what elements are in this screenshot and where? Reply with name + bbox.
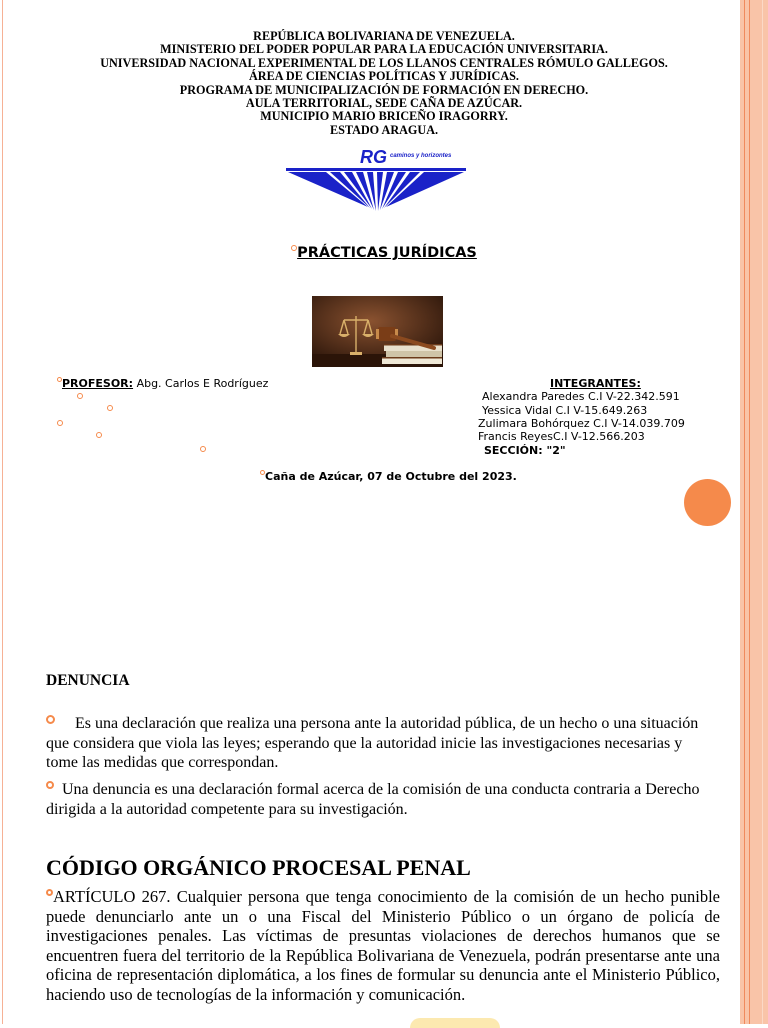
bullet-icon (200, 446, 206, 452)
bullet-icon (77, 393, 83, 399)
bottom-decoration (410, 1018, 500, 1028)
integrantes-label: INTEGRANTES: (550, 377, 641, 390)
header-line: PROGRAMA DE MUNICIPALIZACIÓN DE FORMACIÓN EN DERECHO. (179, 82, 589, 97)
codigo-heading: CÓDIGO ORGÁNICO PROCESAL PENAL (46, 855, 471, 880)
bullet-icon (46, 889, 53, 896)
member-line: Alexandra Paredes C.I V-22.342.591 (482, 390, 680, 403)
date-line (260, 470, 517, 483)
bullet-icon (96, 432, 102, 438)
member-line: Francis ReyesC.I V-12.566.203 (478, 430, 645, 443)
bullet-icon (107, 405, 113, 411)
university-logo (284, 145, 468, 213)
member-line: Yessica Vidal C.I V-15.649.263 (482, 404, 648, 417)
logo-letters: RG (360, 147, 387, 167)
orange-circle-decoration (684, 479, 731, 526)
document-title (0, 245, 768, 261)
header-line: UNIVERSIDAD NACIONAL EXPERIMENTAL DE LOS LLANOS CENTRALES RÓMULO GALLEGOS. (100, 55, 668, 70)
denuncia-heading: DENUNCIA (46, 672, 130, 689)
date-text: Caña de Azúcar, 07 de Octubre del 2023. (265, 470, 517, 483)
professor-label: PROFESOR: (62, 377, 134, 390)
justice-gavel-image (312, 296, 443, 367)
professor-name: Abg. Carlos E Rodríguez (136, 377, 269, 390)
institution-header (0, 30, 768, 137)
denuncia-p1-text: Es una declaración que realiza una persona ante la autoridad pública, de un hecho o una situación que considera que viola las leyes; esperando que la autoridad inicie las investigaciones necesarias y tome las medidas que correspondan. (46, 715, 699, 771)
bullet-icon (46, 715, 55, 724)
left-margin-line (2, 0, 3, 1024)
article-267-paragraph (46, 887, 720, 1005)
header-line: ESTADO ARAGUA. (329, 122, 439, 137)
seccion-line: SECCIÓN: "2" (484, 444, 566, 457)
denuncia-paragraph-2 (46, 780, 718, 819)
right-decorative-border (740, 0, 768, 1024)
professor-line (57, 377, 268, 390)
article-text: ARTÍCULO 267. Cualquier persona que tenga conocimiento de la comisión de un hecho punible puede denunciarlo ante un o una Fiscal del Ministerio Público o un órgano de policía de investigaciones penales. Las víctimas de presuntas violaciones de derechos humanos que se encuentren fuera del territorio de la República Bolivariana de Venezuela, podrán presentarse ante una oficina de representación diplomática, a los fines de formular su denuncia ante el Ministerio Público, haciendo uso de tecnologías de la información y comunicación. (46, 887, 720, 1004)
border-line (749, 0, 750, 1024)
bullet-icon (46, 781, 54, 789)
denuncia-paragraph-1 (46, 714, 718, 773)
title-text: PRÁCTICAS JURÍDICAS (297, 245, 477, 261)
header-line: ÁREA DE CIENCIAS POLÍTICAS Y JURÍDICAS. (249, 69, 519, 84)
bullet-icon (57, 420, 63, 426)
border-line (744, 0, 745, 1024)
border-line (762, 0, 763, 1024)
logo-tagline: caminos y horizontes (390, 153, 452, 159)
denuncia-p2-text: Una denuncia es una declaración formal acerca de la comisión de una conducta contraria a Derecho dirigida a la autoridad competente para su investigación. (46, 781, 700, 818)
header-line: MUNICIPIO MARIO BRICEÑO IRAGORRY. (260, 109, 508, 124)
header-line: MINISTERIO DEL PODER POPULAR PARA LA EDUCACIÓN UNIVERSITARIA. (160, 42, 608, 57)
member-line: Zulimara Bohórquez C.I V-14.039.709 (478, 417, 685, 430)
header-line: REPÚBLICA BOLIVARIANA DE VENEZUELA. (253, 29, 515, 43)
header-line: AULA TERRITORIAL, SEDE CAÑA DE AZÚCAR. (245, 96, 523, 111)
